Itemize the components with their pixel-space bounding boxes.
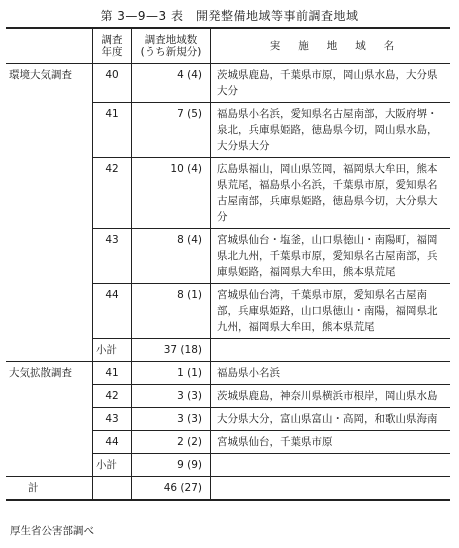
year-cell: 40	[93, 64, 132, 103]
subtotal-count: 9 (9)	[132, 454, 211, 477]
year-cell: 44	[93, 284, 132, 339]
header-category	[6, 28, 93, 64]
areas-cell: 大分県大分，富山県富山・高岡，和歌山県海南	[211, 408, 451, 431]
table-row	[6, 385, 450, 408]
table-row	[6, 64, 450, 103]
category-cell	[6, 158, 93, 229]
areas-cell	[211, 454, 451, 477]
year-cell	[93, 477, 132, 501]
source-note: 厚生省公害部調べ	[10, 525, 94, 537]
total-count: 46 (27)	[132, 477, 211, 501]
areas-cell: 福島県小名浜，愛知県名古屋南部，大阪府堺・泉北，兵庫県姫路，徳島県今切，岡山県水島，大分県大分	[211, 103, 451, 158]
category-cell	[6, 103, 93, 158]
areas-cell: 茨城県鹿島，神奈川県横浜市根岸，岡山県水島	[211, 385, 451, 408]
table-row	[6, 158, 450, 229]
header-year: 調査 年度	[93, 28, 132, 64]
count-cell: 3 (3)	[132, 385, 211, 408]
subtotal-row	[6, 454, 450, 477]
year-cell: 41	[93, 103, 132, 158]
year-cell: 42	[93, 385, 132, 408]
count-cell: 10 (4)	[132, 158, 211, 229]
subtotal-label: 小計	[93, 454, 132, 477]
category-cell	[6, 431, 93, 454]
count-cell: 3 (3)	[132, 408, 211, 431]
table-row	[6, 229, 450, 284]
year-cell: 43	[93, 408, 132, 431]
header-count: 調査地域数 (うち新規分)	[132, 28, 211, 64]
table-header-row	[6, 28, 450, 64]
category-cell	[6, 385, 93, 408]
areas-cell	[211, 339, 451, 362]
category-cell	[6, 408, 93, 431]
year-cell: 41	[93, 362, 132, 385]
subtotal-count: 37 (18)	[132, 339, 211, 362]
category-cell: 環境大気調査	[9, 69, 72, 81]
survey-table	[6, 27, 450, 501]
table-row	[6, 284, 450, 339]
table-title: 第 3—9—3 表 開発整備地域等事前調査地域	[100, 9, 359, 23]
count-cell: 7 (5)	[132, 103, 211, 158]
areas-cell: 宮城県仙台・塩釜，山口県徳山・南陽町，福岡県北九州，千葉県市原，愛知県名古屋南部，兵庫県姫路，福岡県大牟田，熊本県荒尾	[211, 229, 451, 284]
year-cell: 42	[93, 158, 132, 229]
table-row	[6, 362, 450, 385]
subtotal-row	[6, 339, 450, 362]
year-cell: 44	[93, 431, 132, 454]
year-cell: 43	[93, 229, 132, 284]
count-cell: 8 (1)	[132, 284, 211, 339]
header-area: 実施地域名	[211, 28, 451, 64]
areas-cell	[211, 477, 451, 501]
areas-cell: 福島県小名浜	[211, 362, 451, 385]
count-cell: 8 (4)	[132, 229, 211, 284]
count-cell: 2 (2)	[132, 431, 211, 454]
table-body	[6, 64, 450, 501]
table-row	[6, 408, 450, 431]
category-cell	[6, 339, 93, 362]
areas-cell: 茨城県鹿島，千葉県市原，岡山県水島，大分県大分	[211, 64, 451, 103]
category-cell: 大気拡散調査	[6, 362, 93, 385]
total-row	[6, 477, 450, 501]
table-row	[6, 103, 450, 158]
count-cell: 1 (1)	[132, 362, 211, 385]
category-cell	[6, 229, 93, 284]
category-cell	[6, 454, 93, 477]
areas-cell: 宮城県仙台，千葉県市原	[211, 431, 451, 454]
subtotal-label: 小計	[93, 339, 132, 362]
areas-cell: 広島県福山，岡山県笠岡，福岡県大牟田，熊本県荒尾，福島県小名浜，千葉県市原，愛知県名古屋南部，兵庫県姫路，徳島県今切，大分県大分	[211, 158, 451, 229]
areas-cell: 宮城県仙台湾，千葉県市原，愛知県名古屋南部，兵庫県姫路，山口県徳山・南陽，福岡県北九州，福岡県大牟田，熊本県荒尾	[211, 284, 451, 339]
table-row	[6, 431, 450, 454]
total-label: 計	[6, 477, 93, 501]
category-cell	[6, 284, 93, 339]
count-cell: 4 (4)	[132, 64, 211, 103]
